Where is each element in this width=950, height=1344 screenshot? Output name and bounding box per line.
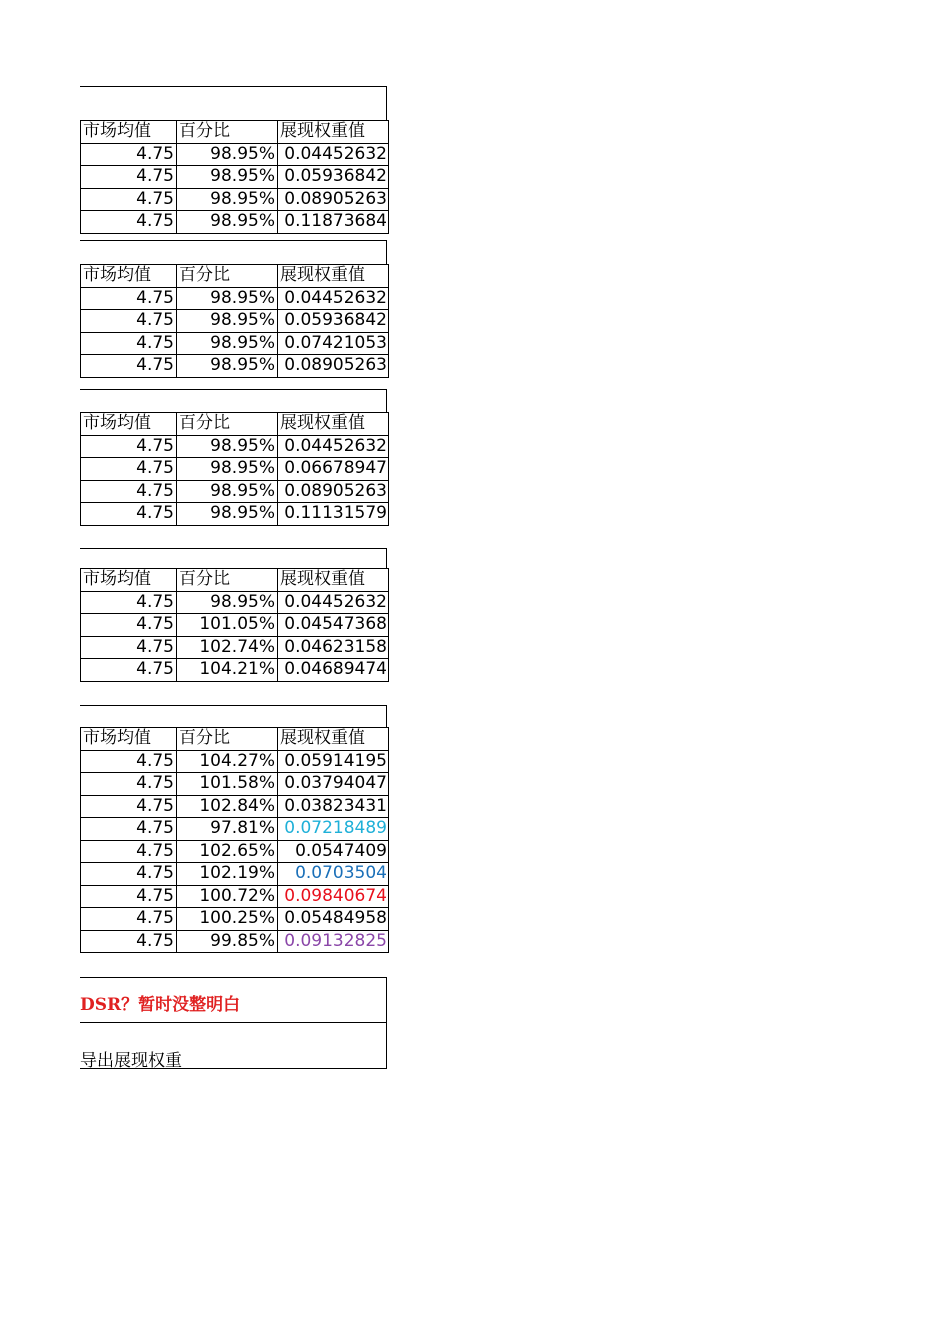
market-avg-cell: 4.75 [81, 885, 177, 908]
header-market-avg: 市场均值 [81, 265, 177, 288]
table-row [81, 458, 389, 481]
table-header-row [81, 728, 389, 751]
table-row [81, 310, 389, 333]
table-row [81, 435, 389, 458]
header-market-avg: 市场均值 [81, 121, 177, 144]
weight-cell: 0.09840674 [278, 885, 389, 908]
header-weight: 展现权重值 [278, 413, 389, 436]
table-row [81, 659, 389, 682]
market-avg-cell: 4.75 [81, 480, 177, 503]
percent-cell: 104.27% [177, 750, 278, 773]
header-percent: 百分比 [177, 265, 278, 288]
weight-cell: 0.07421053 [278, 332, 389, 355]
market-avg-cell: 4.75 [81, 636, 177, 659]
section-border [386, 389, 387, 413]
percent-cell: 102.65% [177, 840, 278, 863]
percent-cell: 98.95% [177, 166, 278, 189]
weight-table-1 [80, 120, 389, 234]
percent-cell: 97.81% [177, 818, 278, 841]
market-avg-cell: 4.75 [81, 211, 177, 234]
market-avg-cell: 4.75 [81, 503, 177, 526]
weight-cell: 0.08905263 [278, 480, 389, 503]
weight-cell: 0.05484958 [278, 908, 389, 931]
weight-table-2 [80, 264, 389, 378]
market-avg-cell: 4.75 [81, 614, 177, 637]
percent-cell: 98.95% [177, 435, 278, 458]
section-border [386, 86, 387, 121]
header-percent: 百分比 [177, 728, 278, 751]
section-border [386, 548, 387, 569]
section-separator [80, 705, 387, 706]
header-percent: 百分比 [177, 569, 278, 592]
market-avg-cell: 4.75 [81, 287, 177, 310]
weight-cell: 0.09132825 [278, 930, 389, 953]
weight-cell: 0.07218489 [278, 818, 389, 841]
market-avg-cell: 4.75 [81, 355, 177, 378]
table-header-row [81, 569, 389, 592]
section-border [386, 705, 387, 728]
market-avg-cell: 4.75 [81, 750, 177, 773]
weight-cell: 0.05936842 [278, 310, 389, 333]
table-header-row [81, 121, 389, 144]
market-avg-cell: 4.75 [81, 166, 177, 189]
market-avg-cell: 4.75 [81, 773, 177, 796]
percent-cell: 98.95% [177, 355, 278, 378]
table-row [81, 503, 389, 526]
table-row [81, 636, 389, 659]
market-avg-cell: 4.75 [81, 188, 177, 211]
weight-cell: 0.04623158 [278, 636, 389, 659]
percent-cell: 98.95% [177, 287, 278, 310]
weight-cell: 0.03823431 [278, 795, 389, 818]
section-separator [80, 86, 387, 87]
percent-cell: 102.84% [177, 795, 278, 818]
weight-table-4 [80, 568, 389, 682]
market-avg-cell: 4.75 [81, 143, 177, 166]
table-row [81, 750, 389, 773]
section-border [386, 977, 387, 1069]
header-weight: 展现权重值 [278, 265, 389, 288]
table-row [81, 863, 389, 886]
table-row [81, 818, 389, 841]
section-separator [80, 240, 387, 241]
table-row [81, 188, 389, 211]
table-row [81, 166, 389, 189]
percent-cell: 98.95% [177, 591, 278, 614]
header-market-avg: 市场均值 [81, 413, 177, 436]
market-avg-cell: 4.75 [81, 908, 177, 931]
percent-cell: 102.19% [177, 863, 278, 886]
percent-cell: 101.58% [177, 773, 278, 796]
table-row [81, 355, 389, 378]
market-avg-cell: 4.75 [81, 659, 177, 682]
header-market-avg: 市场均值 [81, 728, 177, 751]
table-row [81, 332, 389, 355]
header-percent: 百分比 [177, 121, 278, 144]
weight-cell: 0.06678947 [278, 458, 389, 481]
percent-cell: 98.95% [177, 188, 278, 211]
table-row [81, 908, 389, 931]
percent-cell: 98.95% [177, 332, 278, 355]
weight-cell: 0.04452632 [278, 143, 389, 166]
table-header-row [81, 413, 389, 436]
header-weight: 展现权重值 [278, 728, 389, 751]
weight-table-5 [80, 727, 389, 953]
percent-cell: 100.25% [177, 908, 278, 931]
market-avg-cell: 4.75 [81, 930, 177, 953]
table-row [81, 773, 389, 796]
section-separator [80, 1068, 387, 1069]
weight-cell: 0.03794047 [278, 773, 389, 796]
percent-cell: 99.85% [177, 930, 278, 953]
weight-cell: 0.05936842 [278, 166, 389, 189]
market-avg-cell: 4.75 [81, 795, 177, 818]
percent-cell: 104.21% [177, 659, 278, 682]
header-market-avg: 市场均值 [81, 569, 177, 592]
market-avg-cell: 4.75 [81, 310, 177, 333]
percent-cell: 98.95% [177, 143, 278, 166]
section-separator [80, 1022, 387, 1023]
table-row [81, 614, 389, 637]
weight-cell: 0.11873684 [278, 211, 389, 234]
section-separator [80, 389, 387, 390]
market-avg-cell: 4.75 [81, 435, 177, 458]
export-note: 导出展现权重 [80, 1051, 182, 1071]
weight-cell: 0.05914195 [278, 750, 389, 773]
percent-cell: 102.74% [177, 636, 278, 659]
market-avg-cell: 4.75 [81, 332, 177, 355]
table-row [81, 480, 389, 503]
market-avg-cell: 4.75 [81, 840, 177, 863]
table-row [81, 143, 389, 166]
table-row [81, 795, 389, 818]
weight-cell: 0.04547368 [278, 614, 389, 637]
percent-cell: 100.72% [177, 885, 278, 908]
table-row [81, 287, 389, 310]
section-border [386, 240, 387, 265]
table-row [81, 840, 389, 863]
section-separator [80, 977, 387, 978]
weight-cell: 0.08905263 [278, 355, 389, 378]
market-avg-cell: 4.75 [81, 591, 177, 614]
header-percent: 百分比 [177, 413, 278, 436]
table-row [81, 885, 389, 908]
market-avg-cell: 4.75 [81, 863, 177, 886]
percent-cell: 98.95% [177, 458, 278, 481]
percent-cell: 101.05% [177, 614, 278, 637]
percent-cell: 98.95% [177, 211, 278, 234]
table-row [81, 930, 389, 953]
table-header-row [81, 265, 389, 288]
section-separator [80, 548, 387, 549]
table-row [81, 211, 389, 234]
weight-cell: 0.11131579 [278, 503, 389, 526]
header-weight: 展现权重值 [278, 121, 389, 144]
percent-cell: 98.95% [177, 503, 278, 526]
market-avg-cell: 4.75 [81, 458, 177, 481]
header-weight: 展现权重值 [278, 569, 389, 592]
weight-cell: 0.08905263 [278, 188, 389, 211]
table-row [81, 591, 389, 614]
weight-cell: 0.04452632 [278, 435, 389, 458]
weight-cell: 0.04689474 [278, 659, 389, 682]
percent-cell: 98.95% [177, 310, 278, 333]
weight-cell: 0.04452632 [278, 287, 389, 310]
market-avg-cell: 4.75 [81, 818, 177, 841]
weight-cell: 0.04452632 [278, 591, 389, 614]
weight-table-3 [80, 412, 389, 526]
weight-cell: 0.0547409 [278, 840, 389, 863]
percent-cell: 98.95% [177, 480, 278, 503]
dsr-note: DSR？暂时没整明白 [80, 995, 241, 1015]
weight-cell: 0.0703504 [278, 863, 389, 886]
